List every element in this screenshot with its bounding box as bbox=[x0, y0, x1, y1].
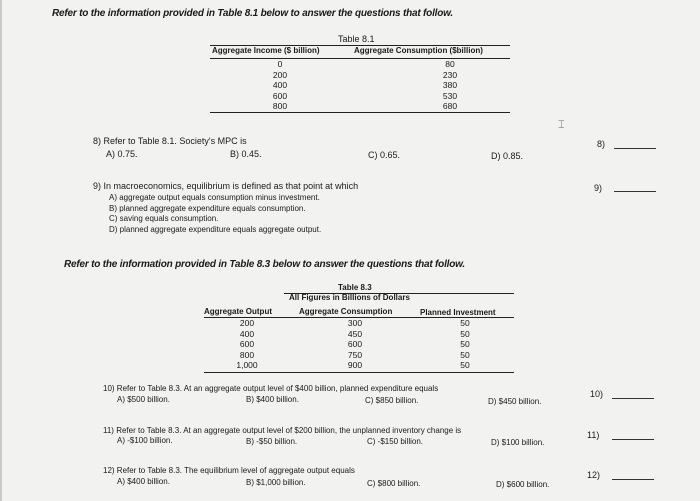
table-cell: 600 bbox=[347, 339, 363, 349]
table-cell: 600 bbox=[272, 90, 288, 101]
question-8-option-d: D) 0.85. bbox=[491, 151, 524, 161]
table-cell: 200 bbox=[272, 69, 288, 80]
table-8-1-income-column bbox=[250, 59, 310, 112]
section1-intro: Refer to the information provided in Table 8.1 below to answer the questions that follow. bbox=[52, 8, 453, 19]
question-9-text: 9) In macroeconomics, equilibrium is defined as that point at which bbox=[93, 181, 359, 191]
question-9-option-d: D) planned aggregate expenditure equals aggregate output. bbox=[109, 224, 322, 234]
table-8-3-bottom-rule bbox=[204, 372, 514, 373]
text-cursor-icon: ⌶ bbox=[558, 119, 565, 131]
question-11-number: 11) bbox=[587, 430, 600, 440]
question-12-number: 12) bbox=[587, 470, 601, 480]
table-cell: 230 bbox=[442, 69, 458, 80]
question-12-option-d: D) $600 billion. bbox=[496, 480, 550, 489]
question-8-option-b: B) 0.45. bbox=[230, 149, 262, 159]
question-10-option-b: B) $400 billion. bbox=[246, 395, 299, 404]
question-10-option-a: A) $500 billion. bbox=[117, 395, 170, 404]
table-cell: 450 bbox=[347, 328, 363, 339]
question-9-option-a: A) aggregate output equals consumption minus investment. bbox=[109, 193, 320, 202]
table-8-3-title: Table 8.3 bbox=[338, 283, 372, 292]
question-11-option-d: D) $100 billion. bbox=[491, 438, 545, 447]
page-left-edge bbox=[0, 0, 2, 501]
question-11-option-a: A) -$100 billion. bbox=[117, 436, 173, 445]
question-10-option-d: D) $450 billion. bbox=[488, 397, 542, 406]
table-8-3-subtitle: All Figures in Billions of Dollars bbox=[289, 293, 410, 302]
table-8-3-header-investment: Planned Investment bbox=[420, 308, 496, 317]
question-12-text: 12) Refer to Table 8.3. The equilibrium level of aggregate output equals bbox=[103, 466, 355, 475]
table-8-3-investment-column bbox=[445, 318, 485, 371]
table-cell: 600 bbox=[239, 339, 255, 349]
table-cell: 1,000 bbox=[236, 360, 258, 370]
table-8-1-consumption-column bbox=[420, 59, 480, 112]
table-cell: 530 bbox=[442, 90, 458, 101]
table-8-3-header-output: Aggregate Output bbox=[204, 307, 272, 316]
question-9-option-b: B) planned aggregate expenditure equals consumption. bbox=[109, 203, 306, 213]
question-9-number: 9) bbox=[594, 183, 603, 193]
table-cell: 800 bbox=[239, 349, 255, 360]
table-8-1-title: Table 8.1 bbox=[338, 34, 375, 44]
table-cell: 900 bbox=[347, 360, 363, 370]
table-cell: 400 bbox=[272, 80, 288, 90]
table-cell: 50 bbox=[460, 328, 470, 339]
table-cell: 50 bbox=[460, 318, 470, 328]
question-12-option-a: A) $400 billion. bbox=[117, 477, 170, 486]
table-cell: 680 bbox=[442, 101, 458, 111]
question-8-text: 8) Refer to Table 8.1. Society's MPC is bbox=[93, 136, 247, 146]
section2-intro: Refer to the information provided in Table 8.3 below to answer the questions that follow. bbox=[64, 259, 465, 270]
question-9-options bbox=[109, 193, 321, 235]
question-9-option-c: C) saving equals consumption. bbox=[109, 214, 219, 223]
question-11-option-c: C) -$150 billion. bbox=[367, 437, 424, 446]
table-cell: 300 bbox=[347, 318, 363, 328]
table-cell: 200 bbox=[239, 318, 255, 328]
question-11-answer-line[interactable] bbox=[612, 439, 654, 440]
question-9-answer-line[interactable] bbox=[614, 191, 656, 192]
table-cell: 80 bbox=[445, 59, 455, 69]
table-cell: 400 bbox=[239, 328, 255, 339]
table-8-3-header-consumption: Aggregate Consumption bbox=[299, 307, 393, 316]
table-cell: 750 bbox=[347, 349, 363, 360]
table-cell: 50 bbox=[460, 349, 470, 360]
question-10-text: 10) Refer to Table 8.3. At an aggregate output level of $400 billion, planned expenditure equals bbox=[103, 384, 439, 393]
question-11-option-b: B) -$50 billion. bbox=[246, 437, 298, 446]
table-cell: 800 bbox=[272, 101, 288, 111]
table-cell: 0 bbox=[277, 59, 283, 69]
question-12-option-c: C) $800 billion. bbox=[367, 479, 421, 488]
table-8-3-output-column bbox=[222, 318, 272, 371]
table-8-1-header-income: Aggregate Income ($ billion) bbox=[212, 46, 320, 55]
table-8-3-consumption-column bbox=[330, 318, 380, 371]
table-8-1-header-consumption: Aggregate Consumption ($billion) bbox=[354, 46, 483, 55]
table-cell: 380 bbox=[442, 80, 458, 90]
question-8-option-a: A) 0.75. bbox=[106, 149, 138, 159]
question-8-option-c: C) 0.65. bbox=[368, 150, 401, 160]
question-12-answer-line[interactable] bbox=[612, 479, 654, 480]
question-12-option-b: B) $1,000 billion. bbox=[246, 478, 306, 487]
question-11-text: 11) Refer to Table 8.3. At an aggregate output level of $200 billion, the unplanned inventory change is bbox=[103, 426, 462, 435]
question-10-number: 10) bbox=[590, 389, 604, 399]
question-10-option-c: C) $850 billion. bbox=[365, 396, 419, 405]
question-10-answer-line[interactable] bbox=[612, 398, 654, 399]
question-8-answer-line[interactable] bbox=[614, 148, 656, 149]
table-8-1-bottom-rule bbox=[210, 112, 510, 113]
table-cell: 50 bbox=[460, 339, 470, 349]
question-8-number: 8) bbox=[597, 139, 606, 149]
table-cell: 50 bbox=[460, 360, 470, 370]
